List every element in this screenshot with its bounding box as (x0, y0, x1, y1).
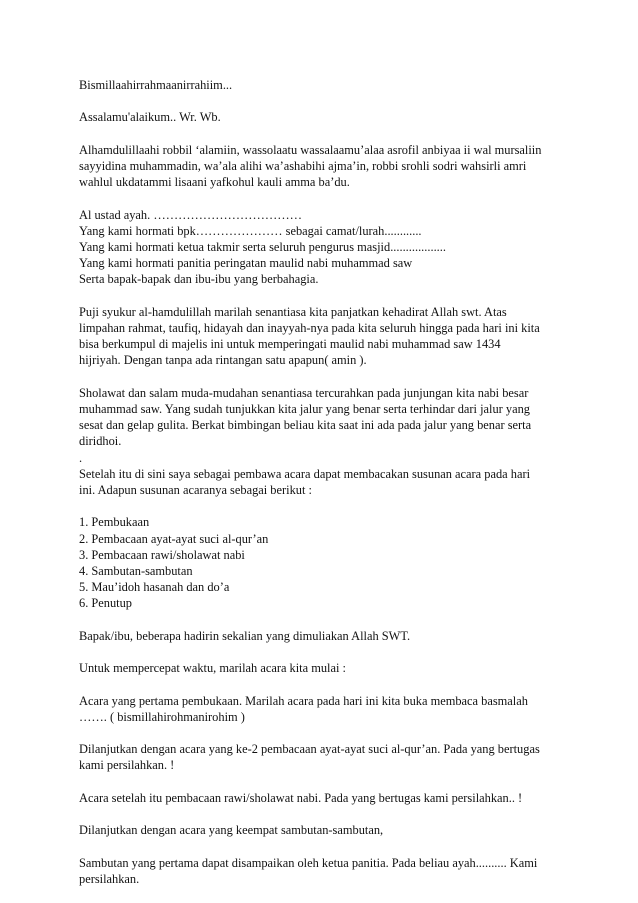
agenda-item: 6. Penutup (79, 596, 133, 611)
text-line: Al ustad ayah. ……………………………… (79, 207, 303, 222)
text-line: wahlul ukdatammi lisaani yafkohul kauli amma ba’du. (79, 175, 350, 190)
document-body (79, 77, 569, 903)
text-line: Yang kami hormati bpk………………… sebagai camat/lurah............ (79, 223, 422, 238)
text-line: Setelah itu di sini saya sebagai pembawa acara dapat membacakan susunan acara pada hari (79, 466, 531, 481)
text-line: sayyidina muhammadin, wa’ala alihi wa’ashabihi ajma’in, robbi srohli sodri wahsirli amri (79, 158, 527, 173)
text-line: Acara yang pertama pembukaan. Marilah acara pada hari ini kita buka membaca basmalah (79, 693, 528, 708)
agenda-item: 4. Sambutan-sambutan (79, 564, 193, 578)
sambutan-1-paragraph (79, 855, 569, 887)
greetings-paragraph (79, 207, 569, 288)
text-line: bisa berkumpul di majelis ini untuk memperingati maulid nabi muhammad saw 1434 (79, 337, 501, 352)
acara-1-paragraph (79, 693, 569, 725)
text-line: . (79, 450, 83, 465)
text-line: Puji syukur al-hamdulillah marilah senantiasa kita panjatkan kehadirat Allah swt. Atas (79, 304, 507, 319)
acara-3-paragraph (79, 790, 569, 806)
text-line: persilahkan. (79, 871, 140, 886)
text-line: Yang kami hormati ketua takmir serta seluruh pengurus masjid.................. (79, 239, 446, 254)
agenda-item: 1. Pembukaan (79, 515, 150, 530)
text-line: Bapak/ibu, beberapa hadirin sekalian yang dimuliakan Allah SWT. (79, 628, 411, 643)
syukur-paragraph (79, 304, 569, 369)
text-line: Serta bapak-bapak dan ibu-ibu yang berbahagia. (79, 272, 319, 287)
text-line: kami persilahkan. ! (79, 758, 175, 773)
text-line: Assalamu'alaikum.. Wr. Wb. (79, 110, 221, 125)
text-line: Bismillaahirrahmaanirrahiim... (79, 78, 233, 92)
text-line: Sambutan yang pertama dapat disampaikan oleh ketua panitia. Pada beliau ayah.......... Kami (79, 855, 538, 870)
text-line: Dilanjutkan dengan acara yang keempat sambutan-sambutan, (79, 823, 384, 838)
start-line (79, 660, 569, 676)
text-line: Dilanjutkan dengan acara yang ke-2 pembacaan ayat-ayat suci al-qur’an. Pada yang bertugas (79, 742, 540, 757)
agenda-item: 2. Pembacaan ayat-ayat suci al-qur’an (79, 531, 269, 546)
salam-line (79, 109, 569, 125)
text-line: Untuk mempercepat waktu, marilah acara kita mulai : (79, 661, 346, 676)
text-line: ini. Adapun susunan acaranya sebagai berikut : (79, 483, 312, 497)
agenda-list (79, 514, 569, 611)
text-line: Yang kami hormati panitia peringatan maulid nabi muhammad saw (79, 256, 413, 271)
text-line: muhammad saw. Yang sudah tunjukkan kita jalur yang benar serta terhindar dari jalur yang (79, 401, 530, 416)
text-line: diridhoi. (79, 434, 122, 449)
text-line: ……. ( bismillahirohmanirohim ) (79, 709, 245, 724)
sholawat-paragraph (79, 385, 569, 466)
text-line: limpahan rahmat, taufiq, hidayah dan inayyah-nya pada kita seluruh hingga pada hari ini kita (79, 320, 540, 335)
text-line: hijriyah. Dengan tanpa ada rintangan satu apapun( amin ). (79, 353, 367, 368)
opening-line (79, 77, 569, 93)
acara-4-paragraph (79, 822, 569, 838)
hamdalah-paragraph (79, 142, 569, 191)
agenda-item: 5. Mau’idoh hasanah dan do’a (79, 580, 230, 595)
text-line: sesat dan gelap gulita. Berkat bimbingan beliau kita saat ini ada pada jalur yang benar serta (79, 418, 532, 433)
agenda-intro-paragraph (79, 466, 569, 498)
text-line: Acara setelah itu pembacaan rawi/sholawat nabi. Pada yang bertugas kami persilahkan.. ! (79, 790, 523, 805)
text-line: Sholawat dan salam muda-mudahan senantiasa tercurahkan pada junjungan kita nabi besar (79, 385, 529, 400)
text-line: Alhamdulillaahi robbil ‘alamiin, wassolaatu wassalaamu’alaa asrofil anbiyaa ii wal mursaliin (79, 142, 542, 157)
agenda-item: 3. Pembacaan rawi/sholawat nabi (79, 547, 245, 562)
address-line (79, 628, 569, 644)
acara-2-paragraph (79, 741, 569, 773)
